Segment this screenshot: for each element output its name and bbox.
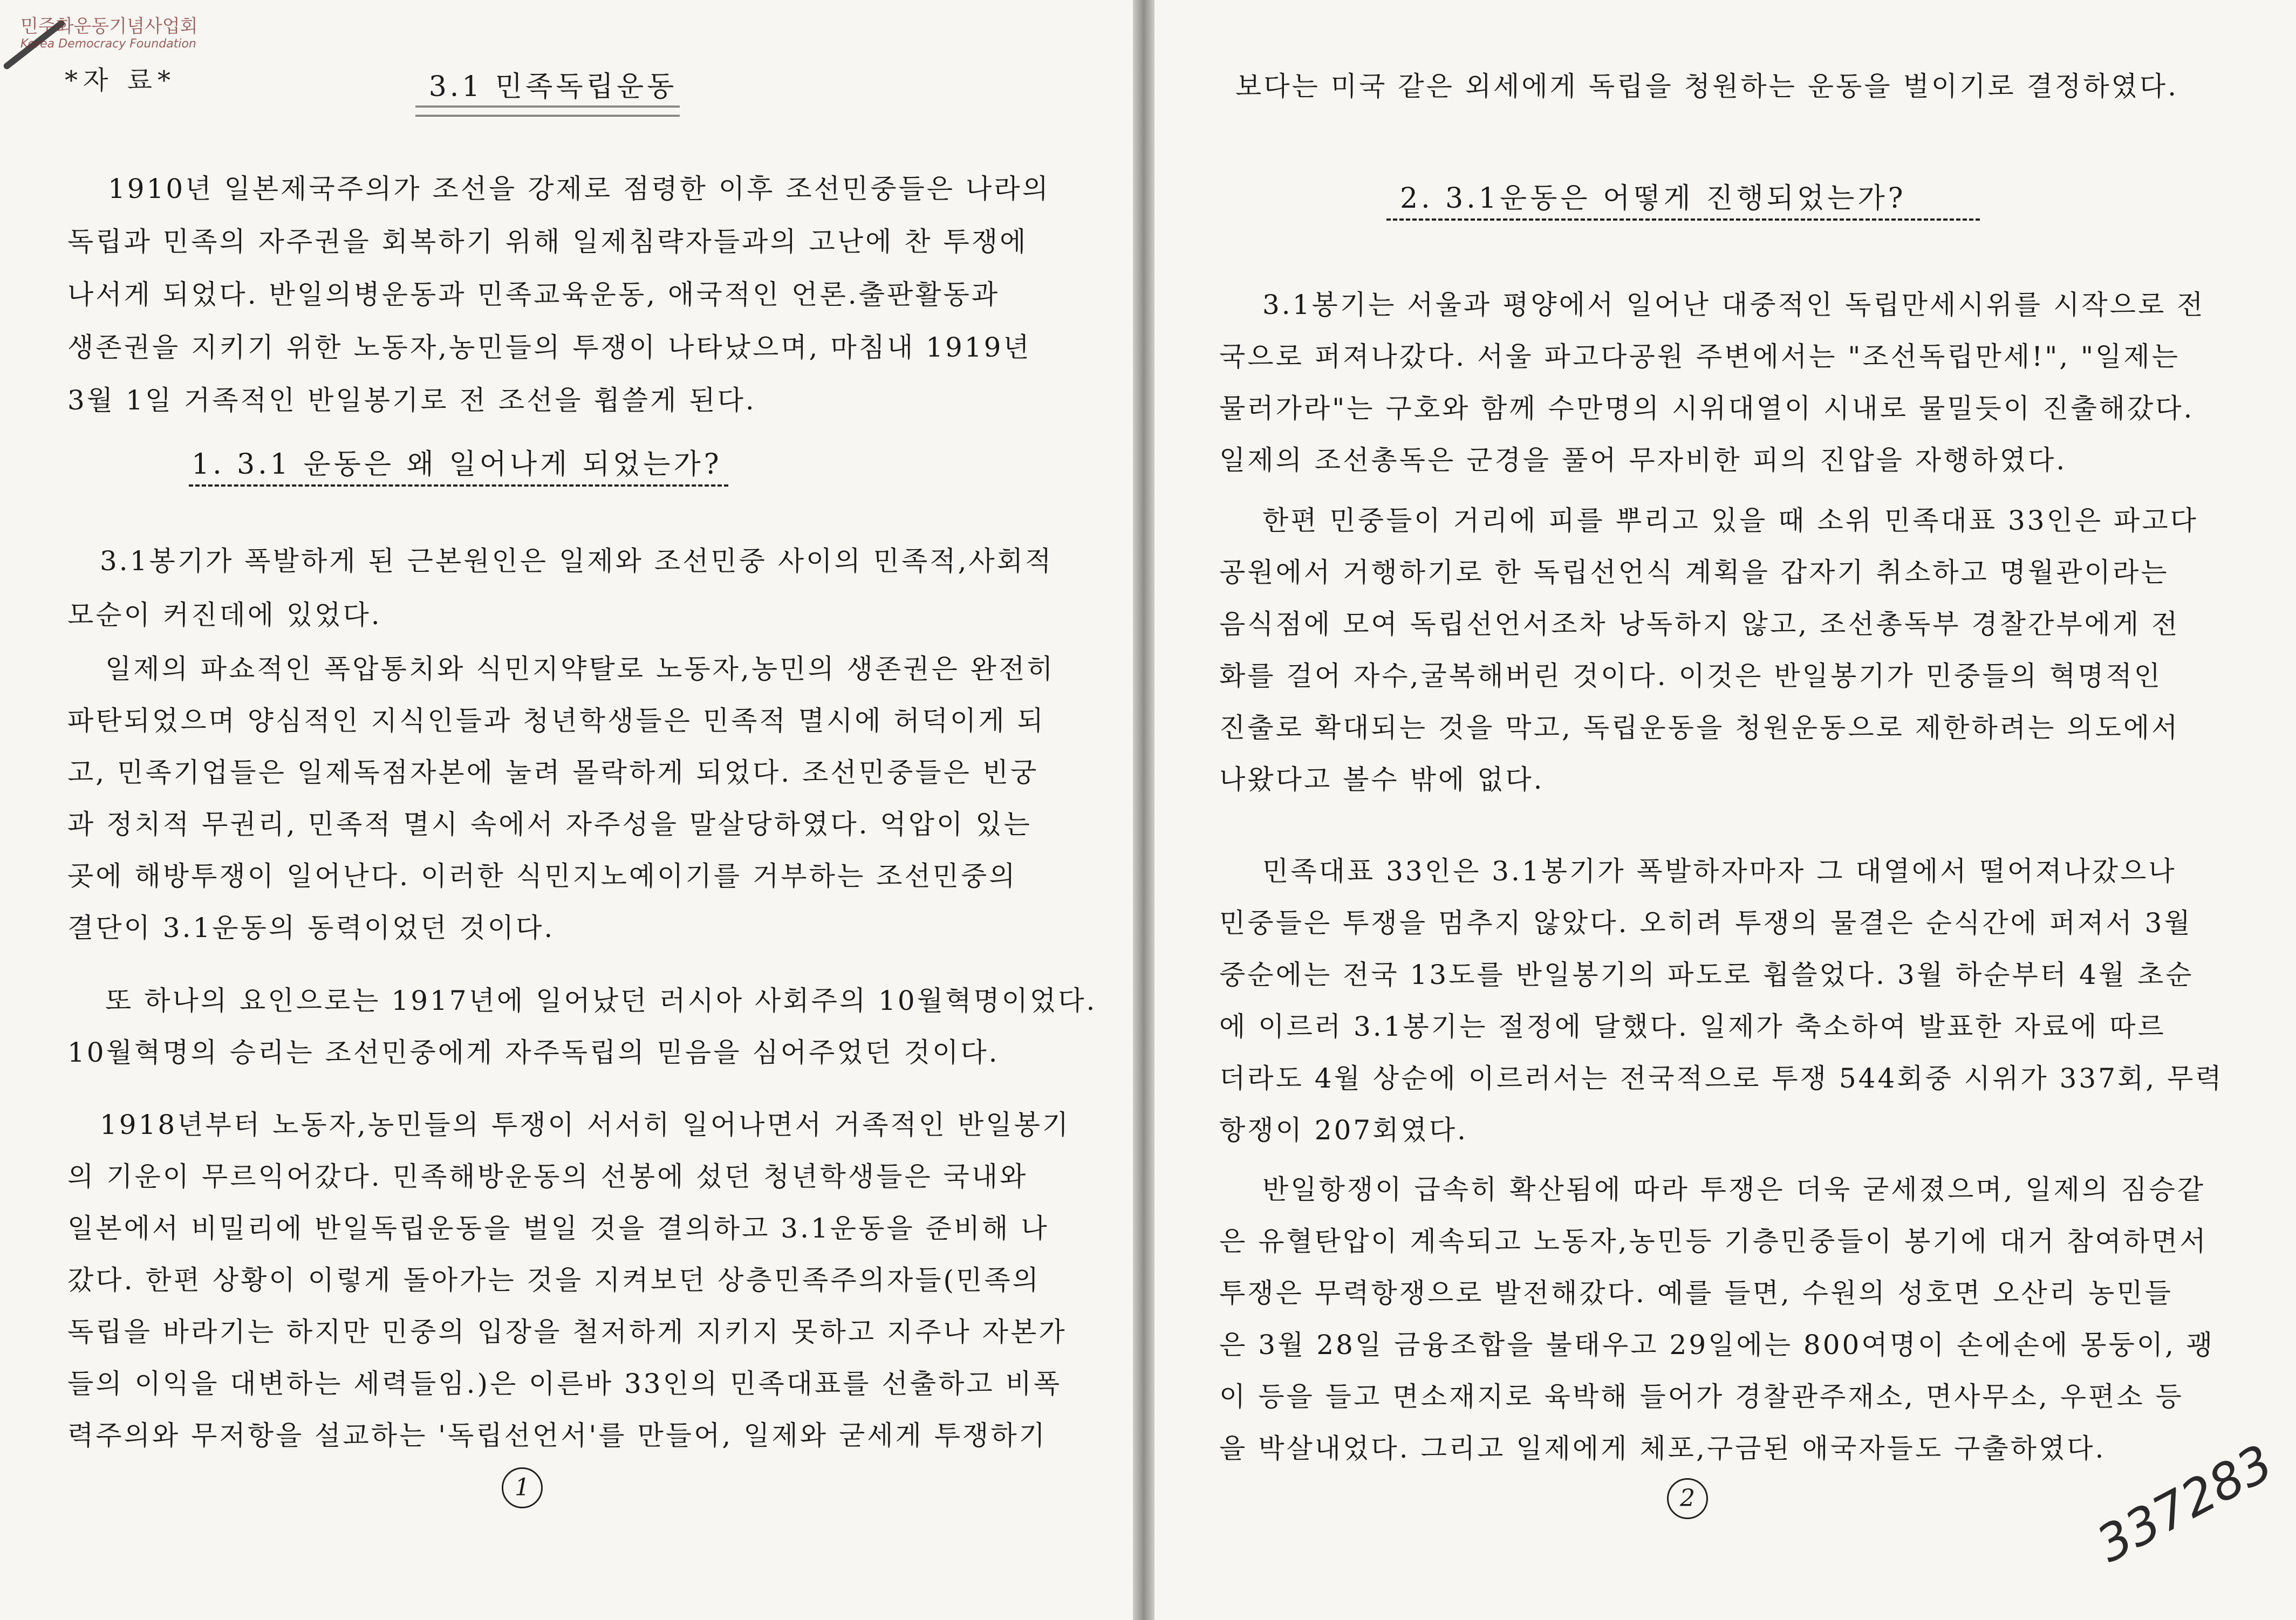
right-para2-line: 한편 민중들이 거리에 피를 뿌리고 있을 때 소위 민족대표 33인은 파고다 (1262, 505, 2198, 536)
right-para3-line: 중순에는 전국 13도를 반일봉기의 파도로 휩쓸었다. 3월 하순부터 4월 초순 (1219, 959, 2194, 990)
left-para2-line: 결단이 3.1운동의 동력이었던 것이다. (67, 912, 555, 944)
right-para4-line: 은 유혈탄압이 계속되고 노동자,농민등 기층민중들이 봉기에 대거 참여하면서 (1219, 1226, 2208, 1257)
left-para3-line: 10월혁명의 승리는 조선민중에게 자주독립의 믿음을 심어주었던 것이다. (67, 1037, 1000, 1068)
right-para3-line: 항쟁이 207회였다. (1219, 1115, 1468, 1146)
stamp-org-english: Korea Democracy Foundation (20, 37, 196, 51)
left-para2-line: 과 정치적 무권리, 민족적 멸시 속에서 자주성을 말살당하였다. 억압이 있는 (67, 809, 1032, 840)
left-intro-line: 1910년 일본제국주의가 조선을 강제로 점령한 이후 조선민중들은 나라의 (108, 173, 1050, 204)
left-intro-line: 나서게 되었다. 반일의병운동과 민족교육운동, 애국적인 언론.출판활동과 (67, 279, 1000, 310)
foundation-stamp (20, 16, 197, 51)
right-para3-line: 민족대표 33인은 3.1봉기가 폭발하자마자 그 대열에서 떨어져나갔으나 (1262, 856, 2177, 887)
right-para2-line: 화를 걸어 자수,굴복해버린 것이다. 이것은 반일봉기가 민중들의 혁명적인 (1219, 660, 2163, 692)
left-para4-line: 1918년부터 노동자,농민들의 투쟁이 서서히 일어나면서 거족적인 반일봉기 (100, 1109, 1071, 1140)
right-para1-line: 일제의 조선총독은 군경을 풀어 무자비한 피의 진압을 자행하였다. (1219, 445, 2067, 476)
right-para1-line: 국으로 퍼져나갔다. 서울 파고다공원 주변에서는 "조선독립만세!", "일제는 (1219, 341, 2180, 372)
left-para1-line: 3.1봉기가 폭발하게 된 근본원인은 일제와 조선민중 사이의 민족적,사회적 (100, 545, 1054, 577)
right-para3-line: 민중들은 투쟁을 멈추지 않았다. 오히려 투쟁의 물결은 순식간에 퍼져서 3월 (1219, 907, 2192, 939)
section-heading-2: 2. 3.1운동은 어떻게 진행되었는가? (1400, 182, 1906, 215)
document-label: *자 료* (65, 65, 176, 95)
left-para1-line: 모순이 커진데에 있었다. (67, 599, 382, 631)
archive-serial-number: 337283 (2087, 1433, 2283, 1574)
section-heading-1: 1. 3.1 운동은 왜 일어나게 되었는가? (192, 448, 722, 481)
left-para2-line: 고, 민족기업들은 일제독점자본에 눌려 몰락하게 되었다. 조선민중들은 빈궁 (67, 757, 1039, 788)
right-para3-line: 더라도 4월 상순에 이르러서는 전국적으로 투쟁 544회중 시위가 337회, 무력 (1219, 1063, 2224, 1094)
right-para2-line: 공원에서 거행하기로 한 독립선언식 계획을 갑자기 취소하고 명월관이라는 (1219, 557, 2169, 588)
left-para4-line: 일본에서 비밀리에 반일독립운동을 벌일 것을 결의하고 3.1운동을 준비해 나 (67, 1213, 1049, 1244)
left-intro-line: 독립과 민족의 자주권을 회복하기 위해 일제침략자들과의 고난에 찬 투쟁에 (67, 226, 1028, 257)
right-para1-line: 물러가라"는 구호와 함께 수만명의 시위대열이 시내로 물밀듯이 진출해갔다. (1219, 393, 2195, 424)
title-underline (415, 106, 680, 117)
heading-2-underline (1386, 218, 1980, 221)
left-para2-line: 파탄되었으며 양심적인 지식인들과 청년학생들은 민족적 멸시에 허덕이게 되 (67, 705, 1046, 736)
left-intro-line: 생존권을 지키기 위한 노동자,농민들의 투쟁이 나타났으며, 마침내 1919년 (67, 332, 1031, 363)
right-para2-line: 진출로 확대되는 것을 막고, 독립운동을 청원운동으로 제한하려는 의도에서 (1219, 712, 2180, 743)
right-para4-line: 이 등을 들고 면소재지로 육박해 들어가 경찰관주재소, 면사무소, 우편소 등 (1219, 1381, 2184, 1412)
left-para3-line: 또 하나의 요인으로는 1917년에 일어났던 러시아 사회주의 10월혁명이었다. (105, 985, 1097, 1016)
right-para4-line: 은 3월 28일 금융조합을 불태우고 29일에는 800여명이 손에손에 몽둥이, 괭 (1219, 1329, 2215, 1361)
left-para2-line: 곳에 해방투쟁이 일어난다. 이러한 식민지노예이기를 거부하는 조선민중의 (67, 860, 1017, 892)
document-title: 3.1 민족독립운동 (428, 71, 678, 103)
right-page (1154, 0, 2296, 1620)
left-para4-line: 갔다. 한편 상황이 이렇게 돌아가는 것을 지켜보던 상층민족주의자들(민족의 (67, 1264, 1041, 1296)
left-para4-line: 독립을 바라기는 하지만 민중의 입장을 철저하게 지키지 못하고 지주나 자본가 (67, 1316, 1067, 1348)
page-number-1: 1 (502, 1467, 543, 1508)
left-para4-line: 의 기운이 무르익어갔다. 민족해방운동의 선봉에 섰던 청년학생들은 국내와 (67, 1161, 1028, 1192)
page-number-2: 2 (1667, 1478, 1708, 1519)
right-para2-line: 나왔다고 볼수 밖에 없다. (1219, 764, 1545, 795)
left-para4-line: 들의 이익을 대변하는 세력들임.)은 이른바 33인의 민족대표를 선출하고 비폭 (67, 1368, 1062, 1399)
right-para4-line: 반일항쟁이 급속히 확산됨에 따라 투쟁은 더욱 굳세졌으며, 일제의 짐승같 (1262, 1174, 2206, 1205)
heading-1-underline (189, 484, 728, 487)
book-gutter (1133, 0, 1154, 1620)
left-intro-line: 3월 1일 거족적인 반일봉기로 전 조선을 휩쓸게 된다. (67, 385, 756, 416)
left-para2-line: 일제의 파쇼적인 폭압통치와 식민지약탈로 노동자,농민의 생존권은 완전히 (105, 653, 1055, 685)
right-para4-line: 을 박살내었다. 그리고 일제에게 체포,구금된 애국자들도 구출하였다. (1219, 1433, 2106, 1464)
left-para4-line: 력주의와 무저항을 설교하는 '독립선언서'를 만들어, 일제와 굳세게 투쟁하기 (67, 1420, 1047, 1451)
right-para3-line: 에 이르러 3.1봉기는 절정에 달했다. 일제가 축소하여 발표한 자료에 따르 (1219, 1011, 2166, 1042)
right-para4-line: 투쟁은 무력항쟁으로 발전해갔다. 예를 들면, 수원의 성호면 오산리 농민들 (1219, 1277, 2173, 1309)
right-para2-line: 음식점에 모여 독립선언서조차 낭독하지 않고, 조선총독부 경찰간부에게 전 (1219, 609, 2180, 640)
left-page (0, 0, 1133, 1620)
right-para1-line: 3.1봉기는 서울과 평양에서 일어난 대중적인 독립만세시위를 시작으로 전 (1262, 289, 2205, 320)
stamp-org-korean: 민주화운동기념사업회 (20, 16, 198, 37)
right-continued-line: 보다는 미국 같은 외세에게 독립을 청원하는 운동을 벌이기로 결정하였다. (1235, 71, 2179, 102)
